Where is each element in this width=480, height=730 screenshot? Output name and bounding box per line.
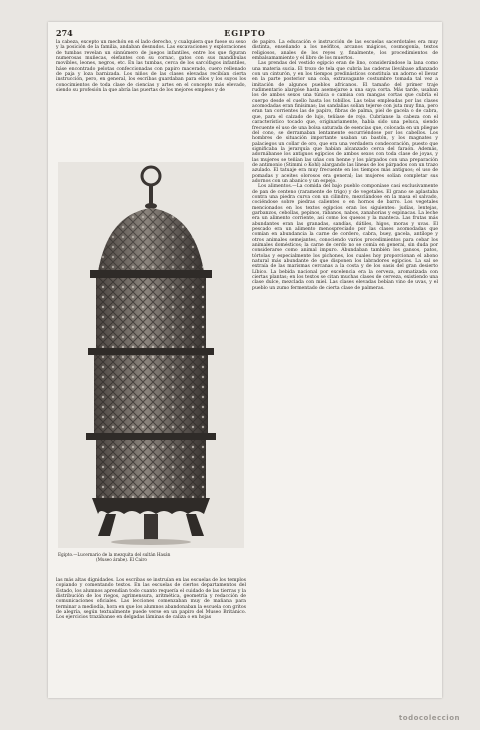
lantern-figure (58, 162, 244, 572)
caption-line-1: Egipto.—Lucernario de la mezquita del sultán Hasán (58, 552, 171, 557)
left-column-paragraph: la cabeza, excepto un mechón en el lado derecho, y cualquiera que fuese su sexo y la posición de la familia, andaban desnudos. Las excavaciones y exploraciones de tumbas revelan un sinnúmero de juegos infantiles, entre los que figuran numerosas muñecas, elefantes con su cornac, gatos con sus mandíbulas movibles, leones, negros, etc. En las tumbas, cerca de los sarcófagos infantiles, háse encontrado pelotas confeccionadas con papiro macerado, cuero rellenado de paja y loza barnizada. Los niños de las clases elevadas recibían cierta instrucción, pero, en general, los escribas guardaban para ellos y los suyos los conocimientos de toda clase de ciencias y artes en el concepto más elevado, siendo su profesión la que abría las puertas de los mejores empleos y de (56, 40, 246, 94)
left-column-top (56, 40, 246, 93)
page-number: 274 (56, 28, 73, 38)
right-column-paragraph: Las prendas del vestido egipcio eran de lino, considerándose la lana como una materia sucia. El trozo de tela que cubría las caderas llevábase afianzado con un cinturón, y en los tiempos predinásticos constituía un adorno el llevar en la parte posterior una cola, extravagante costumbre tomada tal vez a imitación de algunos pueblos africanos. El tamaño del primer traje rudimentario alargóse hasta asemejarse a una saya corta. Más tarde, usaban los de ambos sexos una túnica o camisa con mangas cortas que cubría el cuerpo desde el cuello hasta los tobillos. Las telas empleadas por las clases acomodadas eran finísimas; las sandalias solían tejerse con juta muy fina, pero eran tan corrientes las de papiro, fibras de palma, piel de gacela o de cabra, que, para el calzado de lujo, teñíase de rojo. Cubríanse la cabeza con el característico tocado que, originariamente, había sido una peluca, siendo frecuente el uso de una bolsa saturada de esencias que, colocada en un pliegue del cono, se derramaban lentamente escurriéndose por los cabellos. Los hombres de situación importante usaban un bastón, y los magnates y palaciegos un collar de oro, que era una verdadera condecoración, puesto que significaba la jerarquía que habían alcanzado cerca del faraón. Además, adornábanse los antiguos egipcios de ambos sexos con toda clase de joyas, y las mujeres se teñían las uñas con henne y los párpados con una preparación de antimonio (Stimmi o Kohl) alargando las líneas de los párpados con un trazo azulado. El tatuaje era muy frecuente en los tiempos más antiguos; el uso de pomadas y aceites olorosos era general; las mujeres solían completar sus adornos con un abanico y un espejo. (252, 61, 438, 184)
right-column (252, 40, 438, 291)
book-page (48, 22, 442, 698)
right-column-paragraph: Los alimentos.—La comida del bajo pueblo componíase casi exclusivamente de pan de centeno (raramente de trigo) y de vegetales. El grano se aplastaba contra una piedra curva con un cilindro, mezclándose en la masa el salvado, cociéndose sobre piedras calientes o en hornos de barro. Los vegetales mencionados en los textos egipcios eran los siguientes: judías, lentejas, garbanzos, cebollas, pepinos, rábanos, nabos, zanahorias y espinacas. La leche era un alimento corriente, así como los quesos y la manteca. Las frutas más abundantes eran las granadas, sandías, dátiles, higos, moras y uvas. El pescado era un alimento menospreciado por las clases acomodadas que comían en abundancia la carne de cordero, cabra, buey, gacela, antílope y otros animales semejantes, conociendo varios procedimientos para cebar los animales domésticos; la carne de cerdo no se comía en general, sin duda por considerarse como animal impuro. Abundaban también los gansos, patos, tórtolas y especialmente los pichones, los cuales hoy proporcionan el abono natural más abundante de que disponen los labradores egipcios. La sal se extraía de las marismas cercanas a la costa y de los oasis del gran desierto Líbico. La bebida nacional por excelencia era la cerveza, aromatizada con ciertas plantas; en los textos se citan muchas clases de cerveza, existiendo una clase dulce, mezclada con miel. Las clases elevadas bebían vino de uvas, y el pueblo un zumo fermentado de cierta clase de palmeras. (252, 184, 438, 291)
watermark-text: todocoleccion (398, 714, 460, 722)
left-column-bottom (56, 578, 246, 621)
left-column-paragraph: las más altas dignidades. Los escribas se instruían en las escuelas de los templos copiando y comentando textos. En las escuelas de ciertos departamentos del Estado, los alumnos aprendían todo cuanto requería el cuidado de las tierras y la distribución de los riegos, agrimensura, aritmética, geometría y redacción de comunicaciones oficiales. Las lecciones comenzaban muy de mañana para terminar a mediodía, hora en que los alumnos abandonaban la escuela con gritos de alegría, según textualmente puede verse en un papiro del Museo Británico. Los ejercicios trazábanse en delgadas láminas de caliza o en hojas (56, 578, 246, 621)
running-head: EGIPTO (224, 28, 266, 38)
figure-caption (58, 552, 244, 562)
caption-line-2: (Museo árabe). El Cairo (96, 557, 147, 562)
right-column-paragraph: de papiro. La educación e instrucción de las escuelas sacerdotales era muy distinta, enseñando a los neófitos, arcanos mágicos, cosmogonía, textos religiosos, anales de los reyes y, finalmente, los procedimientos de embalsamamiento y el libro de los muertos. (252, 40, 438, 62)
page-header (56, 28, 434, 40)
lantern-illustration (58, 162, 244, 548)
